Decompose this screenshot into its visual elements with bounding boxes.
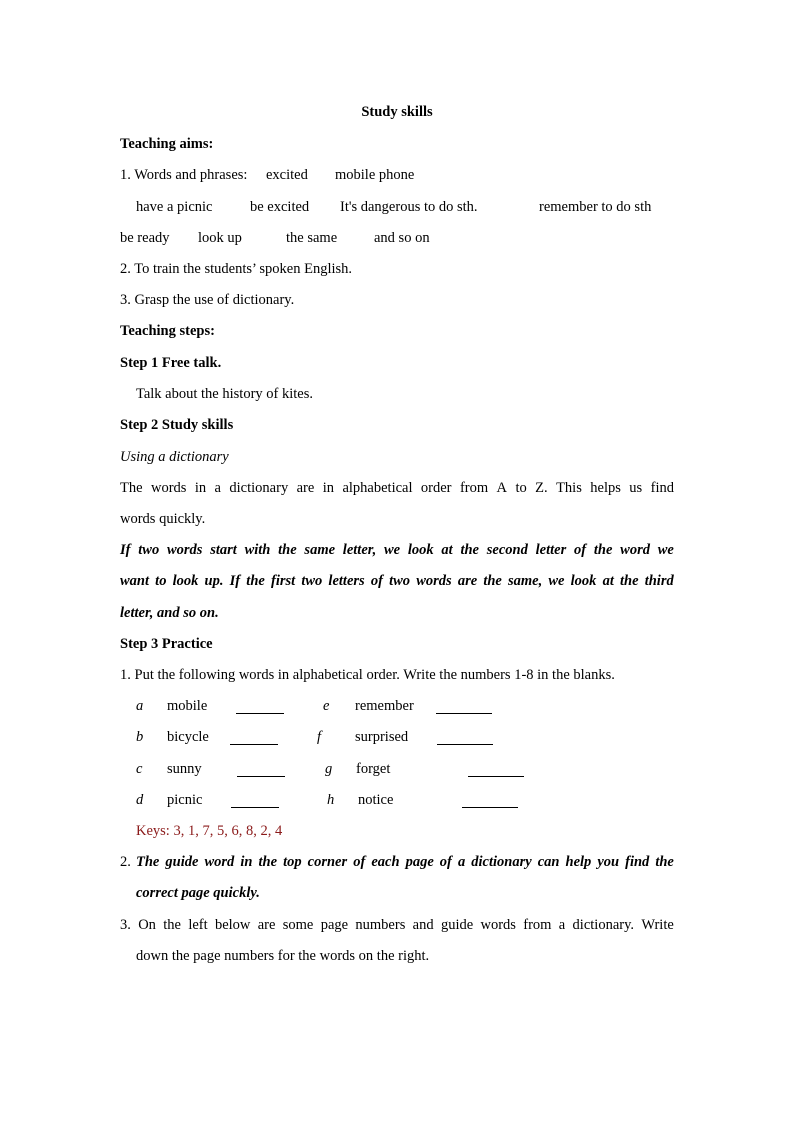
step-3-heading: Step 3 Practice <box>120 636 213 652</box>
word: numbers <box>355 917 406 933</box>
word: the <box>163 917 181 933</box>
word: words <box>480 917 516 933</box>
word: third <box>644 573 674 589</box>
word: you <box>597 854 620 870</box>
word-item: forget <box>356 761 391 777</box>
step-2-para-line-1 <box>120 479 674 497</box>
word: words <box>416 573 452 589</box>
word: The <box>120 480 143 496</box>
practice-question-1: 1. Put the following words in alphabetical order. Write the numbers 1-8 in the blanks. <box>120 667 615 683</box>
word: we <box>548 573 565 589</box>
word: helps <box>590 480 621 496</box>
word: look <box>570 573 597 589</box>
word: The <box>136 854 160 870</box>
aims-phrase: look up <box>198 230 242 246</box>
word-letter: f <box>317 729 322 745</box>
word: and <box>412 917 434 933</box>
word-letter: h <box>327 792 335 808</box>
rule-line-2 <box>120 572 674 590</box>
word: two <box>389 573 411 589</box>
word: a <box>214 480 221 496</box>
word: are <box>457 573 478 589</box>
word: guide <box>440 917 474 933</box>
rule-line-1 <box>120 541 674 559</box>
word: dictionary <box>471 854 532 870</box>
word-item: sunny <box>167 761 202 777</box>
rule-line-3: letter, and so on. <box>120 605 219 621</box>
word-item: picnic <box>167 792 203 808</box>
question-2-number: 2. <box>120 854 131 870</box>
word-item: bicycle <box>167 729 209 745</box>
word: page <box>320 917 349 933</box>
word: If <box>120 542 131 558</box>
step-2-subheading: Using a dictionary <box>120 449 229 465</box>
word: guide <box>165 854 199 870</box>
word: dictionary. <box>572 917 635 933</box>
word: we <box>657 542 674 558</box>
word: left <box>188 917 208 933</box>
word-letter: a <box>136 698 144 714</box>
word: second <box>486 542 528 558</box>
step-2-para-line-2: words quickly. <box>120 511 206 527</box>
word: page <box>405 854 434 870</box>
word: A <box>496 480 508 496</box>
word: two <box>301 573 323 589</box>
aims-phrase: It's dangerous to do sth. <box>340 199 478 215</box>
word: in <box>194 480 207 496</box>
word: up. <box>204 573 224 589</box>
word: some <box>282 917 314 933</box>
answer-blank[interactable] <box>230 744 278 745</box>
aims-word: excited <box>266 167 308 183</box>
step-2-heading: Step 2 Study skills <box>120 417 234 433</box>
word: two <box>138 542 160 558</box>
aims-phrase: remember to do sth <box>539 199 652 215</box>
word: letters <box>328 573 365 589</box>
word: a <box>558 917 566 933</box>
word: look <box>407 542 434 558</box>
word: of <box>439 854 452 870</box>
word: word <box>204 854 235 870</box>
word: letter, <box>342 542 377 558</box>
word: the <box>483 573 502 589</box>
word: first <box>270 573 296 589</box>
word-letter: b <box>136 729 144 745</box>
word: from <box>523 917 552 933</box>
word: the <box>246 573 265 589</box>
aims-item-1-label: 1. Words and phrases: <box>120 167 248 183</box>
aims-phrase: have a picnic <box>136 199 213 215</box>
aims-phrase: and so on <box>374 230 430 246</box>
aims-item-2: 2. To train the students’ spoken English. <box>120 261 353 277</box>
word: same <box>304 542 336 558</box>
word: words <box>166 542 203 558</box>
word-letter: c <box>136 761 143 777</box>
word-item: notice <box>358 792 394 808</box>
aims-item-3: 3. Grasp the use of dictionary. <box>120 292 295 308</box>
word: the <box>655 854 674 870</box>
answer-blank[interactable] <box>231 807 279 808</box>
word-item: remember <box>355 698 414 714</box>
word: words <box>150 480 187 496</box>
word: look <box>172 573 199 589</box>
word: 3. <box>120 917 131 933</box>
word: to <box>515 480 527 496</box>
word: in <box>322 480 335 496</box>
answer-keys: Keys: 3, 1, 7, 5, 6, 8, 2, 4 <box>136 823 283 839</box>
word: find <box>650 480 674 496</box>
word-letter: g <box>325 761 333 777</box>
aims-phrase: the same <box>286 230 338 246</box>
word: the <box>593 542 613 558</box>
word-letter: d <box>136 792 144 808</box>
question-2-line-2: correct page quickly. <box>136 885 260 901</box>
word: same, <box>508 573 543 589</box>
word: at <box>602 573 614 589</box>
word: in <box>240 854 253 870</box>
word: are <box>257 917 276 933</box>
word: of <box>574 542 587 558</box>
word: the <box>460 542 479 558</box>
word: each <box>371 854 400 870</box>
word: top <box>283 854 302 870</box>
word: start <box>210 542 237 558</box>
word: we <box>384 542 401 558</box>
answer-blank[interactable] <box>436 713 492 714</box>
answer-blank[interactable] <box>462 807 518 808</box>
answer-blank[interactable] <box>437 744 493 745</box>
word: find <box>625 854 650 870</box>
question-2-line-1 <box>136 853 674 871</box>
word: want <box>120 573 150 589</box>
word: of <box>353 854 366 870</box>
word-letter: e <box>323 698 330 714</box>
word: On <box>138 917 156 933</box>
teaching-steps-heading: Teaching steps: <box>120 323 215 339</box>
word: with <box>244 542 271 558</box>
word: at <box>441 542 453 558</box>
question-3-line-1 <box>120 916 674 934</box>
word: dictionary <box>229 480 289 496</box>
answer-blank[interactable] <box>237 776 285 777</box>
word: can <box>537 854 560 870</box>
aims-phrase: be ready <box>120 230 170 246</box>
aims-word: mobile phone <box>335 167 415 183</box>
word: the <box>278 542 297 558</box>
word: corner <box>307 854 348 870</box>
word: below <box>214 917 251 933</box>
word: This <box>556 480 582 496</box>
word: a <box>457 854 466 870</box>
word: from <box>459 480 489 496</box>
word: help <box>565 854 592 870</box>
word: the <box>620 573 639 589</box>
word: us <box>629 480 643 496</box>
step-1-text: Talk about the history of kites. <box>136 386 313 402</box>
step-1-heading: Step 1 Free talk. <box>120 355 222 371</box>
aims-item-1 <box>120 166 415 184</box>
word: Write <box>641 917 674 933</box>
word: Z. <box>535 480 548 496</box>
word: to <box>155 573 167 589</box>
word: of <box>370 573 383 589</box>
word: word <box>620 542 650 558</box>
page-title: Study skills <box>361 104 433 120</box>
word-item: surprised <box>355 729 409 745</box>
answer-blank[interactable] <box>468 776 524 777</box>
word: order <box>420 480 452 496</box>
question-3-line-2: down the page numbers for the words on the right. <box>136 948 430 964</box>
answer-blank[interactable] <box>236 713 284 714</box>
word: the <box>258 854 278 870</box>
teaching-aims-heading: Teaching aims: <box>120 136 214 152</box>
word: alphabetical <box>342 480 413 496</box>
aims-phrase: be excited <box>250 199 310 215</box>
word: letter <box>535 542 567 558</box>
word-item: mobile <box>167 698 208 714</box>
word: If <box>229 573 241 589</box>
word: are <box>296 480 315 496</box>
